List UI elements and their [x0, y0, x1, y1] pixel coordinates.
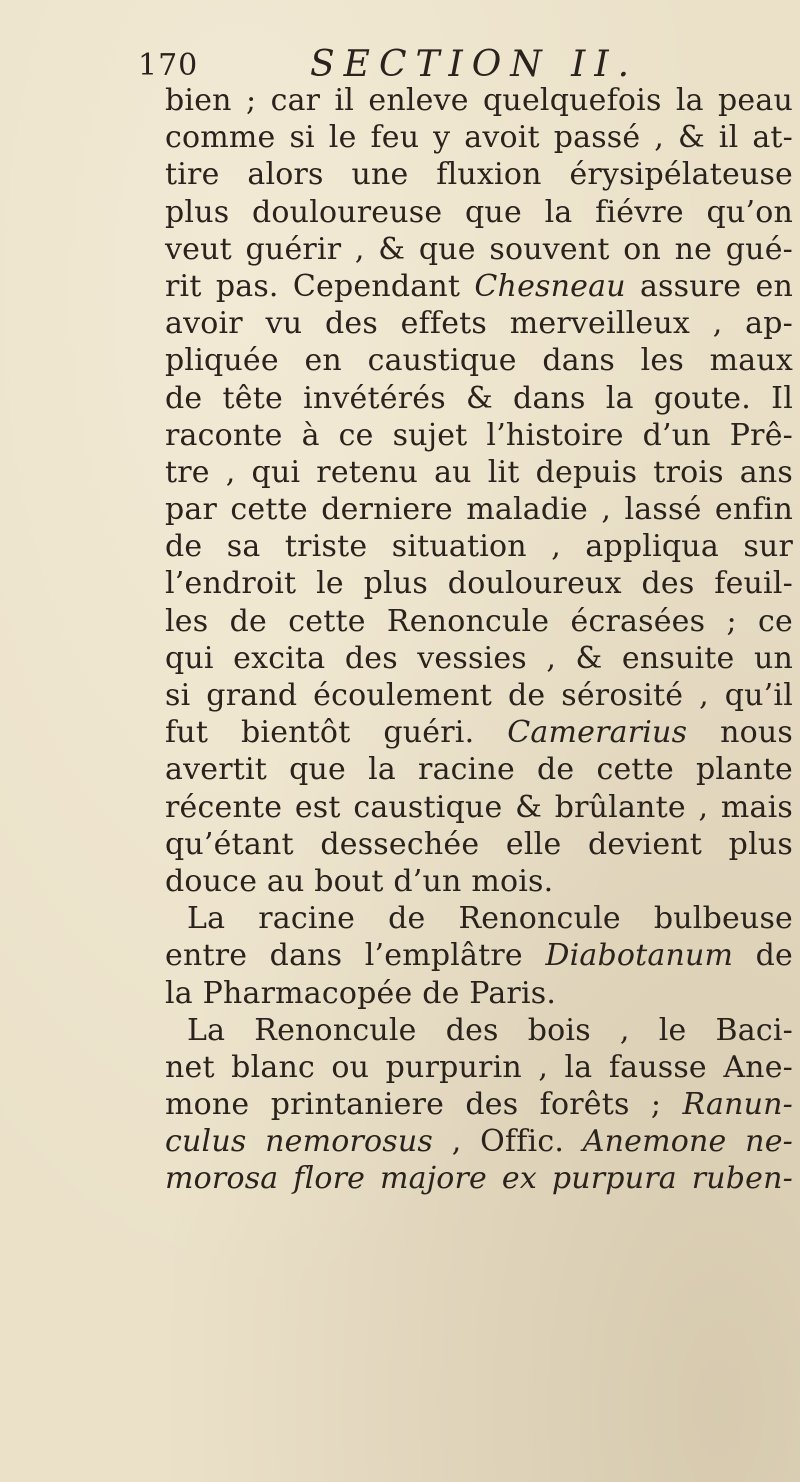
- italic-text: Ranun-: [682, 1087, 793, 1123]
- text-line: [165, 1123, 793, 1160]
- text-line: [165, 194, 793, 231]
- text-segment: comme si le feu y avoit passé , & il at-: [165, 120, 793, 156]
- text-segment: mone printaniere des forêts ;: [165, 1087, 683, 1123]
- body-text: [165, 82, 793, 1198]
- text-segment: de tête invétérés & dans la goute. Il: [165, 380, 793, 416]
- page-number: 170: [138, 48, 199, 83]
- text-line: [165, 975, 793, 1012]
- text-line: [165, 454, 793, 491]
- text-line: [165, 677, 793, 714]
- text-segment: l’endroit le plus douloureux des feuil-: [165, 566, 793, 602]
- text-line: [165, 751, 793, 788]
- text-segment: douce au bout d’un mois.: [165, 863, 554, 899]
- text-segment: avoir vu des effets merveilleux , ap-: [165, 306, 793, 342]
- text-segment: raconte à ce sujet l’histoire d’un Prê-: [165, 417, 793, 453]
- text-line: [165, 1049, 793, 1086]
- text-line: [165, 640, 793, 677]
- italic-text: Anemone ne-: [582, 1124, 793, 1160]
- text-segment: de sa triste situation , appliqua sur: [165, 529, 793, 565]
- text-line: [165, 82, 793, 119]
- text-line: [165, 268, 793, 305]
- text-line: [165, 231, 793, 268]
- text-segment: tire alors une fluxion érysipélateuse: [165, 157, 793, 193]
- text-line: [165, 342, 793, 379]
- italic-text: Chesneau: [474, 268, 626, 304]
- text-segment: les de cette Renoncule écrasées ; ce: [165, 603, 793, 639]
- text-segment: fut bientôt guéri.: [165, 715, 508, 751]
- text-line: [165, 1012, 793, 1049]
- text-segment: de: [733, 938, 793, 974]
- text-segment: récente est caustique & brûlante , mais: [165, 789, 793, 825]
- text-line: [165, 491, 793, 528]
- text-segment: nous: [687, 715, 793, 751]
- text-segment: qu’étant dessechée elle devient plus: [165, 826, 793, 862]
- text-segment: entre dans l’emplâtre: [165, 938, 546, 974]
- text-segment: La Renoncule des bois , le Baci-: [187, 1012, 793, 1048]
- text-segment: bien ; car il enleve quelquefois la peau: [165, 83, 793, 118]
- text-line: [165, 789, 793, 826]
- text-line: [165, 863, 793, 900]
- text-segment: la Pharmacopée de Paris.: [165, 975, 557, 1011]
- text-segment: net blanc ou purpurin , la fausse Ane-: [165, 1049, 793, 1085]
- text-line: [165, 528, 793, 565]
- text-line: [165, 714, 793, 751]
- running-head: SECTION II.: [310, 44, 639, 85]
- text-line: [165, 119, 793, 156]
- text-segment: pliquée en caustique dans les maux: [165, 343, 793, 379]
- text-segment: , Offic.: [433, 1124, 583, 1160]
- text-line: [165, 380, 793, 417]
- text-line: [165, 937, 793, 974]
- text-segment: plus douloureuse que la fiévre qu’on: [165, 194, 793, 230]
- text-line: [165, 603, 793, 640]
- text-line: [165, 826, 793, 863]
- text-segment: avertit que la racine de cette plante: [165, 752, 793, 788]
- text-line: [165, 417, 793, 454]
- text-segment: par cette derniere maladie , lassé enfin: [165, 492, 793, 528]
- text-segment: veut guérir , & que souvent on ne gué-: [165, 231, 793, 267]
- text-segment: rit pas. Cependant: [165, 268, 475, 304]
- text-line: [165, 156, 793, 193]
- text-line: [165, 1086, 793, 1123]
- text-line: [165, 565, 793, 602]
- text-segment: tre , qui retenu au lit depuis trois ans: [165, 454, 793, 490]
- italic-text: morosa flore majore ex purpura ruben-: [165, 1161, 793, 1197]
- text-segment: si grand écoulement de sérosité , qu’il: [165, 678, 793, 713]
- text-segment: qui excita des vessies , & ensuite un: [165, 640, 793, 676]
- italic-text: Diabotanum: [545, 938, 734, 974]
- text-line: [165, 1160, 793, 1197]
- text-segment: La racine de Renoncule bulbeuse: [187, 901, 793, 937]
- italic-text: Camerarius: [507, 715, 688, 751]
- text-line: [165, 900, 793, 937]
- text-segment: assure en: [625, 268, 793, 304]
- italic-text: culus nemorosus: [165, 1124, 434, 1160]
- text-line: [165, 305, 793, 342]
